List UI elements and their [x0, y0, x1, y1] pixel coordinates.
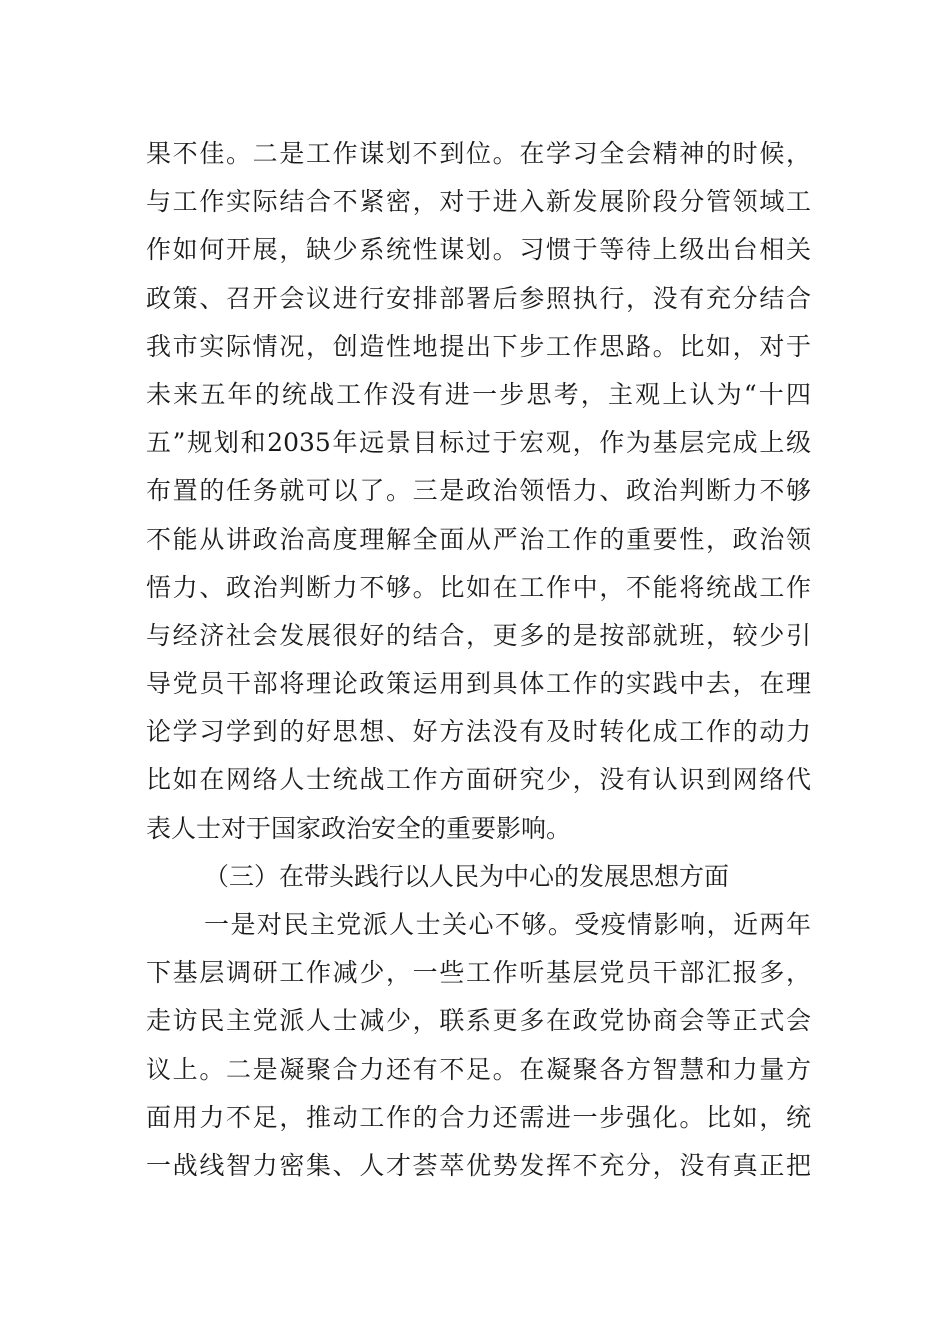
paragraph-first-line: 一是对民主党派人士关心不够。受疫情影响，近两年 [204, 910, 811, 939]
text-line: 布置的任务就可以了。三是政治领悟力、政治判断力不够 [146, 476, 811, 506]
text-line: 一战线智力密集、人才荟萃优势发挥不充分，没有真正把 [146, 1150, 811, 1180]
document-body [146, 130, 811, 1190]
text-line: 与经济社会发展很好的结合，更多的是按部就班，较少引 [146, 620, 811, 650]
text-line: 未来五年的统战工作没有进一步思考，主观上认为“十四 [146, 379, 811, 409]
text-line: 作如何开展，缺少系统性谋划。习惯于等待上级出台相关 [146, 235, 811, 265]
text-line: 走访民主党派人士减少，联系更多在政党协商会等正式会 [146, 1006, 811, 1036]
text-line: 论学习学到的好思想、好方法没有及时转化成工作的动力 [146, 717, 811, 747]
text-line: 五”规划和2035年远景目标过于宏观，作为基层完成上级 [146, 428, 811, 458]
text-line: 比如在网络人士统战工作方面研究少，没有认识到网络代 [146, 765, 811, 795]
text-line: 面用力不足，推动工作的合力还需进一步强化。比如，统 [146, 1102, 811, 1132]
text-line: 政策、召开会议进行安排部署后参照执行，没有充分结合 [146, 283, 811, 313]
text-line: 我市实际情况，创造性地提出下步工作思路。比如，对于 [146, 331, 811, 361]
text-line: 下基层调研工作减少，一些工作听基层党员干部汇报多， [146, 958, 811, 988]
text-line: 果不佳。二是工作谋划不到位。在学习全会精神的时候， [146, 139, 811, 168]
text-line: 表人士对于国家政治安全的重要影响。 [146, 813, 572, 843]
text-line: 议上。二是凝聚合力还有不足。在凝聚各方智慧和力量方 [146, 1054, 811, 1084]
text-line: 悟力、政治判断力不够。比如在工作中，不能将统战工作 [146, 572, 811, 602]
section-heading: （三）在带头践行以人民为中心的发展思想方面 [204, 861, 730, 891]
text-line: 与工作实际结合不紧密，对于进入新发展阶段分管领域工 [146, 187, 811, 217]
text-line: 不能从讲政治高度理解全面从严治工作的重要性，政治领 [146, 524, 811, 554]
text-line: 导党员干部将理论政策运用到具体工作的实践中去，在理 [146, 669, 811, 699]
